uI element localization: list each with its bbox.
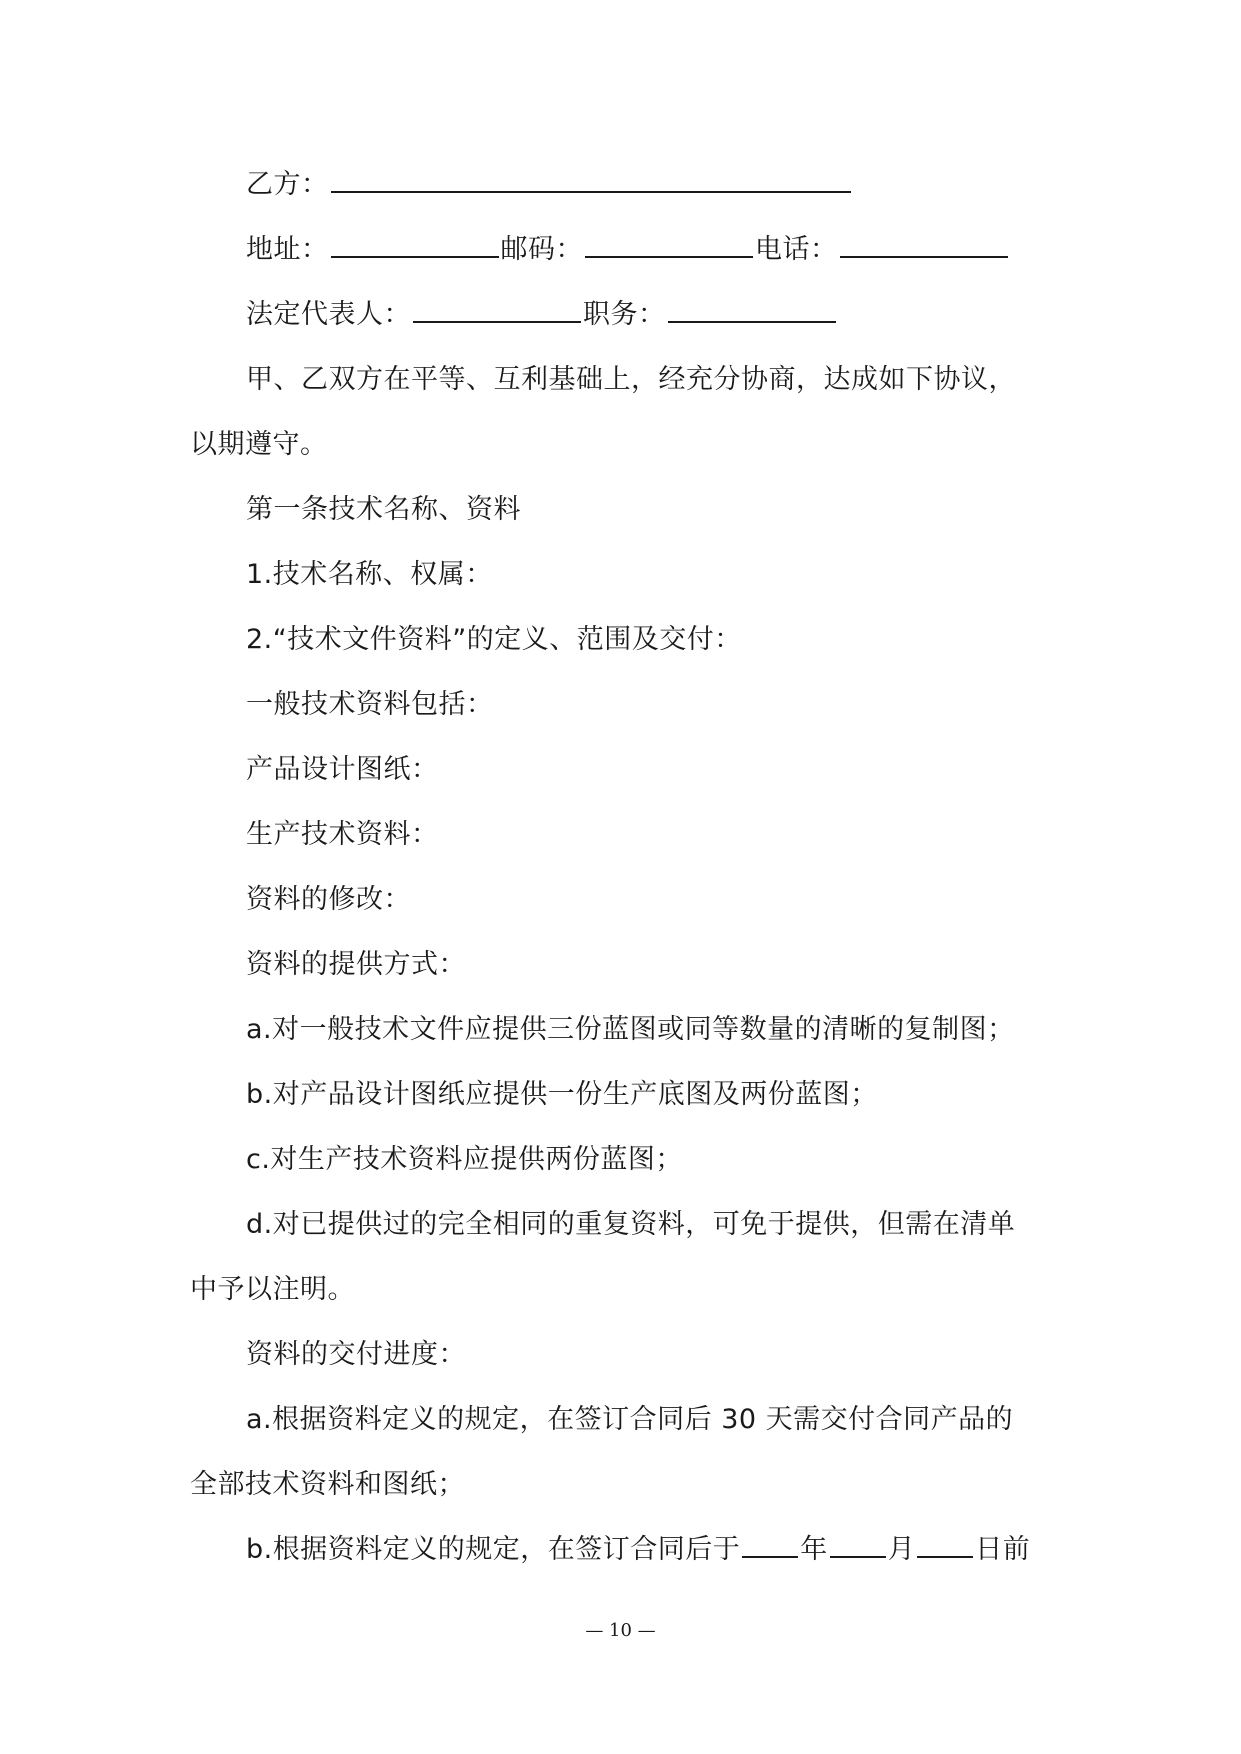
- schedule-a-line2: 全部技术资料和图纸；: [190, 1469, 465, 1500]
- schedule-b-text: b.根据资料定义的规定，在签订合同后于: [246, 1534, 741, 1565]
- party-b-blank: [331, 169, 851, 193]
- phone-label: 电话：: [755, 234, 838, 265]
- day-blank: [917, 1534, 973, 1558]
- general-materials: 一般技术资料包括：: [246, 689, 494, 720]
- production-materials: 生产技术资料：: [246, 819, 439, 850]
- provision-method: 资料的提供方式：: [246, 949, 466, 980]
- agreement-paragraph-line1: 甲、乙双方在平等、互利基础上，经充分协商，达成如下协议，: [246, 364, 1016, 395]
- address-line: [190, 217, 1060, 282]
- representative-line: [190, 282, 1060, 347]
- representative-blank: [413, 299, 581, 323]
- item-2: 2.“技术文件资料”的定义、范围及交付：: [246, 624, 742, 655]
- article-1-heading: 第一条技术名称、资料: [246, 494, 521, 525]
- party-b-label: 乙方：: [246, 169, 329, 200]
- position-blank: [668, 299, 836, 323]
- zip-blank: [585, 234, 753, 258]
- materials-modification: 资料的修改：: [246, 884, 411, 915]
- design-drawings: 产品设计图纸：: [246, 754, 439, 785]
- year-blank: [742, 1534, 798, 1558]
- month-label: 月: [887, 1534, 916, 1565]
- method-a: a.对一般技术文件应提供三份蓝图或同等数量的清晰的复制图；: [246, 1014, 1015, 1045]
- method-d-line1: d.对已提供过的完全相同的重复资料，可免于提供，但需在清单: [246, 1209, 1016, 1240]
- zip-label: 邮码：: [500, 234, 583, 265]
- schedule-b-line: [190, 1517, 1060, 1582]
- position-label: 职务：: [583, 299, 666, 330]
- address-blank: [331, 234, 499, 258]
- method-c: c.对生产技术资料应提供两份蓝图；: [246, 1144, 683, 1175]
- month-blank: [830, 1534, 886, 1558]
- year-label: 年: [800, 1534, 828, 1565]
- page-number: — 10 —: [585, 1620, 656, 1641]
- phone-blank: [840, 234, 1008, 258]
- address-label: 地址：: [246, 234, 329, 265]
- method-d-line2: 中予以注明。: [190, 1274, 355, 1305]
- method-b: b.对产品设计图纸应提供一份生产底图及两份蓝图；: [246, 1079, 878, 1110]
- party-b-line: [190, 152, 1060, 217]
- item-1: 1.技术名称、权属：: [246, 559, 493, 590]
- schedule-a-line1: a.根据资料定义的规定，在签订合同后 30 天需交付合同产品的: [246, 1404, 1014, 1435]
- representative-label: 法定代表人：: [246, 299, 411, 330]
- delivery-schedule: 资料的交付进度：: [246, 1339, 466, 1370]
- agreement-paragraph-line2: 以期遵守。: [190, 429, 328, 460]
- day-label: 日前: [975, 1534, 1031, 1565]
- document-body: [190, 152, 1060, 1582]
